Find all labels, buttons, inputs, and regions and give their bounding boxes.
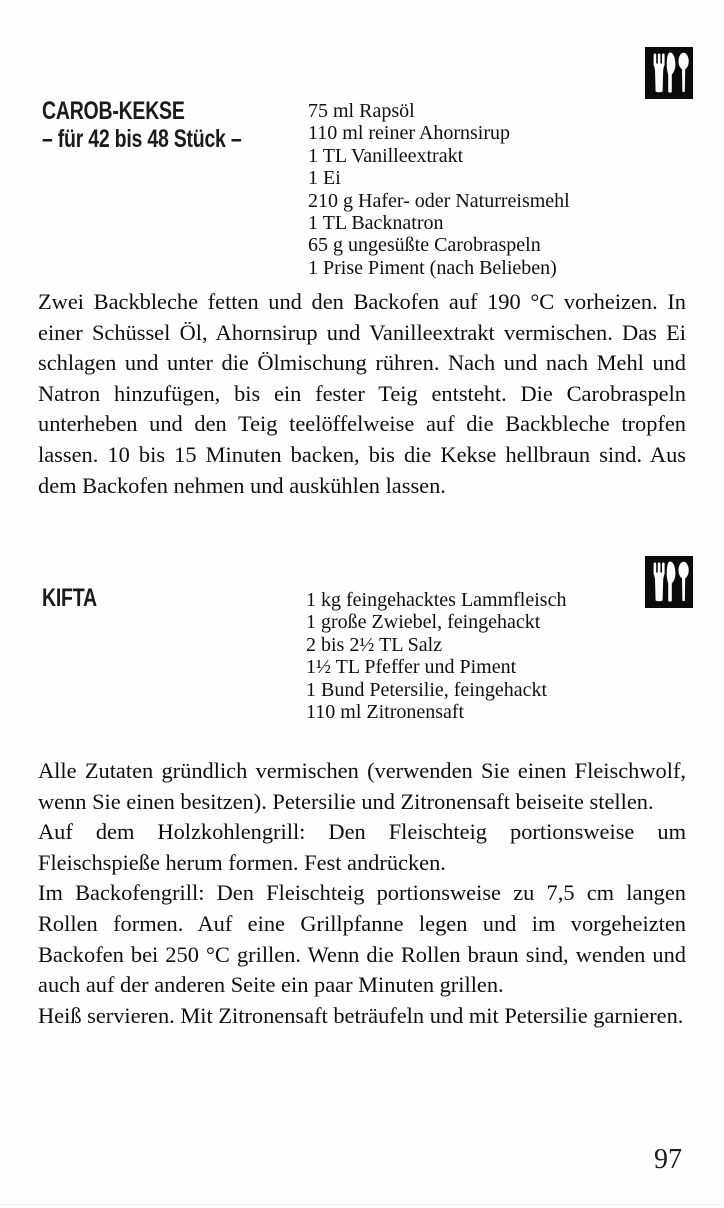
ingredient-list xyxy=(306,589,566,723)
ingredient-line: 1 große Zwiebel, feingehackt xyxy=(306,611,541,634)
ingredient-line: 65 g ungesüßte Carobraspeln xyxy=(308,234,541,257)
ingredient-line: 210 g Hafer- oder Naturreismehl xyxy=(308,189,570,212)
instructions-block xyxy=(38,287,686,501)
fork-knife-spoon-icon xyxy=(645,556,693,608)
ingredient-line: 75 ml Rapsöl xyxy=(308,100,415,122)
instruction-paragraph: Zwei Backbleche fetten und den Backofen auf 190 °C vorheizen. In einer Schüssel Öl, Ahornsirup und Vanilleextrakt vermischen. Das Ei schlagen und unter die Ölmischung rühren. Nach und nach Mehl und Natron hinzufügen, bis ein fester Teig entsteht. Die Carobraspeln unterheben und den Teig teelöffelweise auf die Backbleche tropfen lassen. 10 bis 15 Minuten backen, bis die Kekse hellbraun sind. Aus dem Backofen nehmen und auskühlen lassen. xyxy=(38,289,686,498)
instruction-paragraph: Alle Zutaten gründlich vermischen (verwenden Sie einen Fleischwolf, wenn Sie einen besitzen). Petersilie und Zitronensaft beiseite stellen. xyxy=(38,758,686,814)
ingredient-line: 110 ml reiner Ahornsirup xyxy=(308,122,511,145)
ingredient-line: 1½ TL Pfeffer und Piment xyxy=(306,656,517,679)
instructions-block xyxy=(38,756,686,1031)
recipe-title-block xyxy=(42,584,97,612)
recipe-title: CAROB-KEKSE xyxy=(42,97,185,125)
ingredient-list xyxy=(308,100,570,279)
ingredient-line: 2 bis 2½ TL Salz xyxy=(306,633,443,656)
scan-artifact-line xyxy=(0,1204,724,1205)
fork-knife-spoon-icon xyxy=(645,47,693,99)
ingredient-line: 1 Prise Piment (nach Belieben) xyxy=(308,256,557,279)
recipe-yield: – für 42 bis 48 Stück – xyxy=(42,125,242,153)
instruction-paragraph: Heiß servieren. Mit Zitronensaft beträufeln und mit Petersilie garnieren. xyxy=(38,1002,684,1028)
ingredient-line: 1 TL Backnatron xyxy=(308,212,444,235)
recipe-title-block xyxy=(42,97,241,153)
ingredient-line: 1 Bund Petersilie, feingehackt xyxy=(306,678,548,701)
ingredient-line: 1 Ei xyxy=(308,167,341,190)
recipe-title: KIFTA xyxy=(42,584,97,612)
ingredient-line: 110 ml Zitronensaft xyxy=(306,701,465,724)
instruction-paragraph: Im Backofengrill: Den Fleischteig portionsweise zu 7,5 cm langen Rollen formen. Auf eine Grillpfanne legen und im vorgeheizten Backofen bei 250 °C grillen. Wenn die Rollen braun sind, wenden und auch auf der anderen Seite ein paar Minuten grillen. xyxy=(38,880,686,998)
instruction-paragraph: Auf dem Holzkohlengrill: Den Fleischteig portionsweise um Fleischspieße herum formen. Fest andrücken. xyxy=(38,819,686,875)
ingredient-line: 1 kg feingehacktes Lammfleisch xyxy=(306,589,567,611)
ingredient-line: 1 TL Vanilleextrakt xyxy=(308,144,464,167)
page-number: 97 xyxy=(654,1144,682,1175)
